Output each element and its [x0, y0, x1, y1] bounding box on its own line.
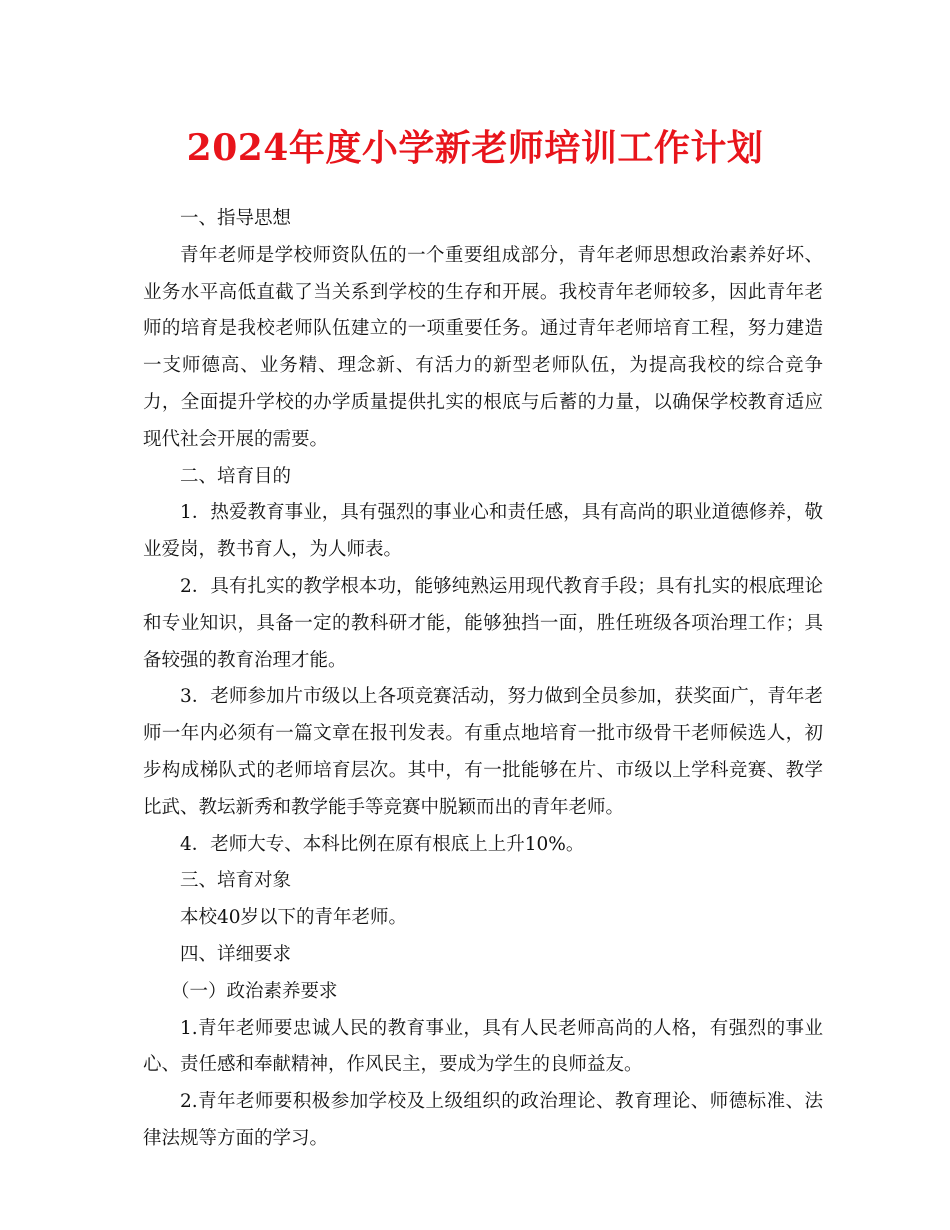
- section-heading-detailed-requirements: 四、详细要求: [180, 943, 292, 965]
- document-body: [143, 201, 823, 1158]
- document-title: 2024年度小学新老师培训工作计划: [186, 127, 764, 169]
- paragraph-requirement-1: 1.青年老师要忠诚人民的教育事业，具有人民老师高尚的人格，有强烈的事业心、责任感和奉献精神，作风民主，要成为学生的良师益友。: [143, 1017, 823, 1076]
- section-heading-training-goals: 二、培育目的: [180, 465, 292, 487]
- paragraph-goal-1: 1．热爱教育事业，具有强烈的事业心和责任感，具有高尚的职业道德修养，敬业爱岗，教书育人，为人师表。: [143, 502, 823, 561]
- paragraph-goal-3: 3．老师参加片市级以上各项竞赛活动，努力做到全员参加，获奖面广，青年老师一年内必须有一篇文章在报刊发表。有重点地培育一批市级骨干老师候选人，初步构成梯队式的老师培育层次。其中，有一批能够在片、市级以上学科竞赛、教学比武、教坛新秀和教学能手等竞赛中脱颖而出的青年老师。: [143, 686, 823, 818]
- paragraph-training-targets: 本校40岁以下的青年老师。: [180, 907, 408, 929]
- paragraph-requirement-2: 2.青年老师要积极参加学校及上级组织的政治理论、教育理论、师德标准、法律法规等方面的学习。: [143, 1091, 823, 1149]
- paragraph-goal-4: 4．老师大专、本科比例在原有根底上上升10%。: [180, 833, 585, 855]
- subsection-heading-political-quality: （一）政治素养要求: [171, 980, 338, 1002]
- paragraph-goal-2: 2．具有扎实的教学根本功，能够纯熟运用现代教育手段；具有扎实的根底理论和专业知识，具备一定的教科研才能，能够独挡一面，胜任班级各项治理工作；具备较强的教育治理才能。: [143, 575, 823, 671]
- section-heading-guiding-ideology: 一、指导思想: [180, 208, 292, 229]
- section-heading-training-targets: 三、培育对象: [180, 870, 292, 892]
- paragraph-guiding-ideology: 青年老师是学校师资队伍的一个重要组成部分，青年老师思想政治素养好坏、业务水平高低直截了当关系到学校的生存和开展。我校青年老师较多，因此青年老师的培育是我校老师队伍建立的一项重要任务。通过青年老师培育工程，努力建造一支师德高、业务精、理念新、有活力的新型老师队伍，为提高我校的综合竞争力，全面提升学校的办学质量提供扎实的根底与后蓄的力量，以确保学校教育适应现代社会开展的需要。: [143, 244, 823, 450]
